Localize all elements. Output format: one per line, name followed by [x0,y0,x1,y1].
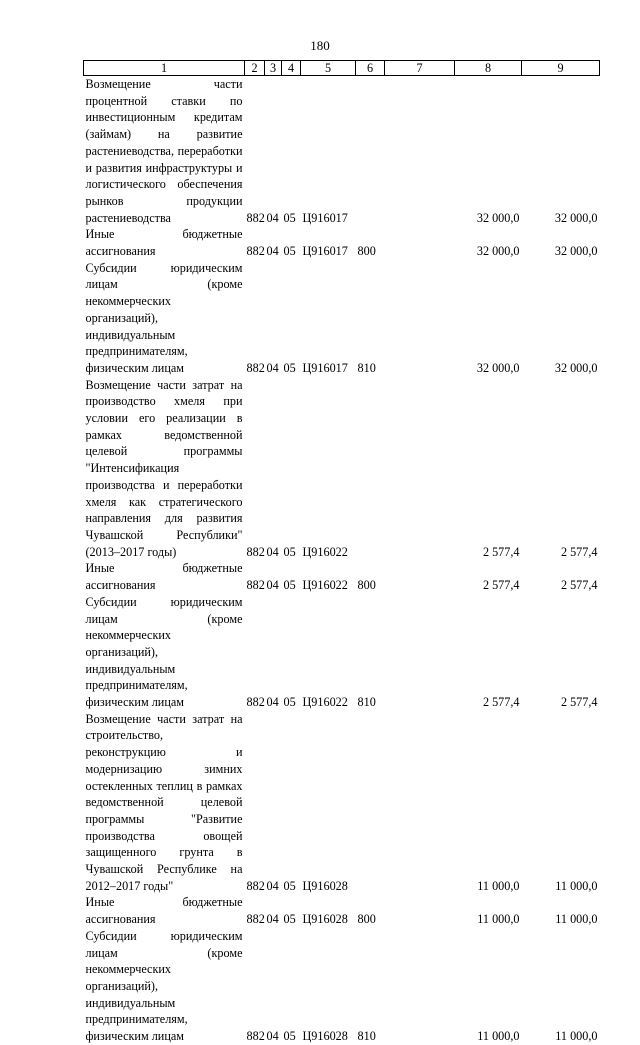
header-col-5: 5 [301,61,356,76]
header-col-4: 4 [282,61,301,76]
row-subsection: 05 [283,544,296,559]
row-col-7 [385,594,455,711]
row-section: 04 [266,244,279,259]
table-row [84,594,600,711]
row-admin-code: 882 [246,878,265,893]
row-target-item: Ц916028 [302,1029,348,1044]
row-target-item: Ц916028 [302,912,348,927]
row-amount-col-8: 11 000,0 [477,878,520,893]
row-admin-code: 882 [246,912,265,927]
row-section: 04 [266,544,279,559]
table-row [84,711,600,895]
row-section: 04 [266,912,279,927]
row-name: Субсидии юридическим лицам (кроме некоммерческих организаций), индивидуальным предпринимателям, физическим лицам [85,260,243,375]
row-target-item: Ц916017 [302,210,348,225]
row-amount-col-8: 2 577,4 [482,544,520,559]
row-admin-code: 882 [246,578,265,593]
row-expense-type [356,711,385,895]
row-admin-code: 882 [246,1029,265,1044]
row-amount-col-8: 32 000,0 [476,244,520,259]
row-expense-type [356,377,385,561]
row-amount-col-8: 32 000,0 [476,210,520,225]
header-row [84,61,600,76]
row-expense-type: 800 [357,578,376,593]
row-expense-type: 800 [357,244,376,259]
row-name: Иные бюджетные ассигнования [85,561,243,593]
row-section: 04 [266,695,279,710]
row-subsection: 05 [283,878,296,893]
table-row [84,560,600,593]
row-subsection: 05 [283,912,296,927]
row-subsection: 05 [283,210,296,225]
row-col-7 [385,377,455,561]
row-admin-code: 882 [246,244,265,259]
row-col-7 [385,76,455,227]
budget-table [83,60,600,1045]
row-amount-col-9: 11 000,0 [555,912,598,927]
table-body [84,76,600,1045]
row-target-item: Ц916022 [302,695,348,710]
row-target-item: Ц916017 [302,244,348,259]
row-amount-col-9: 32 000,0 [554,210,598,225]
row-col-7 [385,894,455,927]
table-row [84,76,600,227]
row-subsection: 05 [283,1029,296,1044]
header-col-9: 9 [522,61,600,76]
row-target-item: Ц916022 [302,544,348,559]
row-name: Субсидии юридическим лицам (кроме некоммерческих организаций), индивидуальным предпринимателям, физическим лицам [85,594,243,710]
row-admin-code: 882 [246,210,265,225]
row-amount-col-8: 11 000,0 [477,912,520,927]
header-col-8: 8 [455,61,522,76]
row-section: 04 [266,210,279,225]
row-subsection: 05 [283,244,296,259]
row-admin-code: 882 [246,695,265,710]
row-name: Возмещение части затрат на производство хмеля при условии его реализации в рамках ведомственной целевой программы "Интенсификация производства и переработки хмеля как стратегического направления для развития Чувашской Республики" (2013–2017 годы) [85,377,243,559]
row-expense-type: 810 [357,1029,376,1044]
row-admin-code: 882 [246,360,265,375]
row-amount-col-9: 2 577,4 [560,544,598,559]
row-amount-col-9: 11 000,0 [555,878,598,893]
row-expense-type: 810 [357,695,376,710]
header-col-7: 7 [385,61,455,76]
page-number: 180 [310,38,330,53]
row-amount-col-9: 32 000,0 [554,360,598,375]
row-col-7 [385,928,455,1045]
row-section: 04 [266,1029,279,1044]
header-col-6: 6 [356,61,385,76]
row-expense-type: 800 [357,912,376,927]
row-amount-col-9: 2 577,4 [560,695,598,710]
row-section: 04 [266,878,279,893]
table-row [84,260,600,377]
row-section: 04 [266,578,279,593]
table-row [84,928,600,1045]
header-col-2: 2 [245,61,265,76]
row-name: Субсидии юридическим лицам (кроме некоммерческих организаций), индивидуальным предпринимателям, физическим лицам [85,928,243,1044]
table-row [84,226,600,259]
row-name: Возмещение части процентной ставки по инвестиционным кредитам (займам) на развитие растениеводства, переработки и развития инфраструктуры и логистического обеспечения рынков продукции растениеводства [85,77,243,225]
row-section: 04 [266,360,279,375]
row-col-7 [385,560,455,593]
row-amount-col-8: 11 000,0 [477,1029,520,1044]
row-subsection: 05 [283,578,296,593]
row-amount-col-8: 2 577,4 [482,695,520,710]
header-col-1: 1 [84,61,245,76]
header-col-3: 3 [265,61,282,76]
row-subsection: 05 [283,360,296,375]
row-subsection: 05 [283,695,296,710]
row-col-7 [385,260,455,377]
row-name: Возмещение части затрат на строительство, реконструкцию и модернизацию зимних остекленных теплиц в рамках ведомственной целевой программы "Развитие производства овощей защищенного грунта в Чувашской Республике на 2012–2017 годы" [85,711,243,893]
row-amount-col-8: 32 000,0 [476,360,520,375]
row-admin-code: 882 [246,544,265,559]
row-expense-type [356,76,385,227]
table-row [84,377,600,561]
table-header [84,61,600,76]
row-amount-col-9: 11 000,0 [555,1029,598,1044]
row-name: Иные бюджетные ассигнования [85,227,243,259]
row-name: Иные бюджетные ассигнования [85,895,243,927]
row-amount-col-9: 32 000,0 [554,244,598,259]
table-row [84,894,600,927]
row-amount-col-8: 2 577,4 [482,578,520,593]
row-expense-type: 810 [357,360,376,375]
row-amount-col-9: 2 577,4 [560,578,598,593]
row-target-item: Ц916017 [302,360,348,375]
row-target-item: Ц916022 [302,578,348,593]
row-col-7 [385,226,455,259]
row-col-7 [385,711,455,895]
row-target-item: Ц916028 [302,878,348,893]
